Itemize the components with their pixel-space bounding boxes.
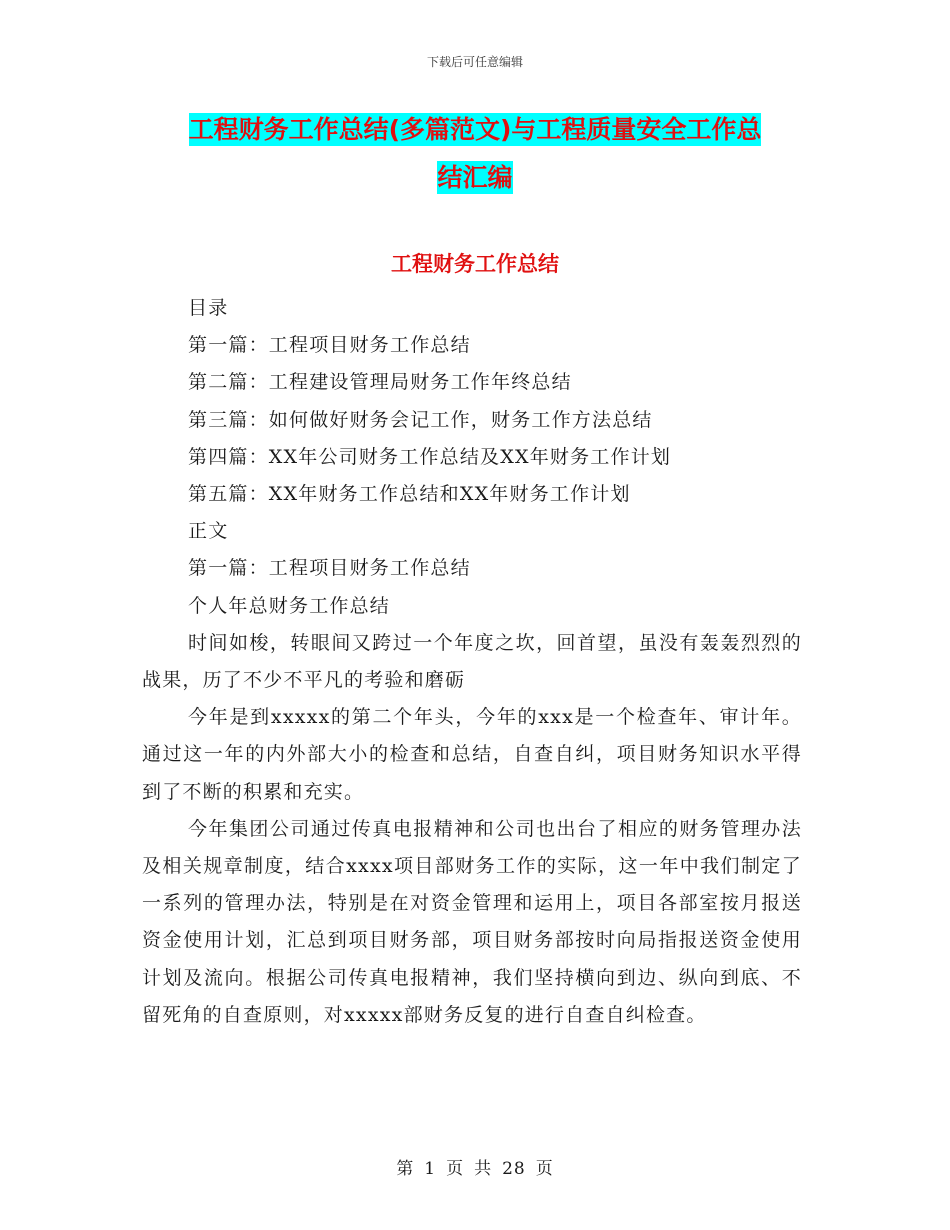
section-title: 工程财务工作总结 [391, 252, 559, 276]
toc-item: 第一篇：工程项目财务工作总结 [188, 334, 471, 357]
document-title-line2: 结汇编 [437, 163, 513, 192]
page-unit: 页 [446, 1159, 465, 1179]
total-unit: 页 [535, 1159, 554, 1179]
document-body [142, 290, 802, 1034]
document-title [140, 106, 810, 202]
part-title: 第一篇：工程项目财务工作总结 [188, 557, 471, 580]
total-word: 共 [474, 1159, 493, 1179]
total-pages: 28 [502, 1159, 526, 1179]
toc-item: 第五篇：XX年财务工作总结和XX年财务工作计划 [188, 483, 631, 506]
document-title-line1: 工程财务工作总结(多篇范文)与工程质量安全工作总 [188, 115, 762, 144]
paragraph: 今年集团公司通过传真电报精神和公司也出台了相应的财务管理办法及相关规章制度，结合xxxx项目部财务工作的实际，这一年中我们制定了一系列的管理办法，特别是在对资金管理和运用上，项目各部室按月报送资金使用计划，汇总到项目财务部，项目财务部按时向局指报送资金使用计划及流向。根据公司传真电报精神，我们坚持横向到边、纵向到底、不留死角的自查原则，对xxxxx部财务反复的进行自查自纠检查。 [142, 817, 802, 1026]
page-footer [0, 1154, 950, 1179]
page-word: 第 [396, 1159, 415, 1179]
toc-item: 第二篇：工程建设管理局财务工作年终总结 [188, 371, 572, 394]
toc-item: 第三篇：如何做好财务会记工作，财务工作方法总结 [188, 408, 653, 431]
toc-item: 第四篇：XX年公司财务工作总结及XX年财务工作计划 [188, 445, 672, 468]
header-note: 下载后可任意编辑 [426, 55, 523, 69]
page-number: 1 [424, 1159, 437, 1179]
part-subtitle: 个人年总财务工作总结 [188, 594, 391, 617]
paragraph: 时间如梭，转眼间又跨过一个年度之坎，回首望，虽没有轰轰烈烈的战果，历了不少不平凡的考验和磨砺 [142, 631, 802, 692]
paragraph: 今年是到xxxxx的第二个年头，今年的xxx是一个检查年、审计年。通过这一年的内外部大小的检查和总结，自查自纠，项目财务知识水平得到了不断的积累和充实。 [142, 706, 802, 803]
toc-label: 目录 [188, 297, 229, 319]
body-label: 正文 [188, 520, 229, 543]
